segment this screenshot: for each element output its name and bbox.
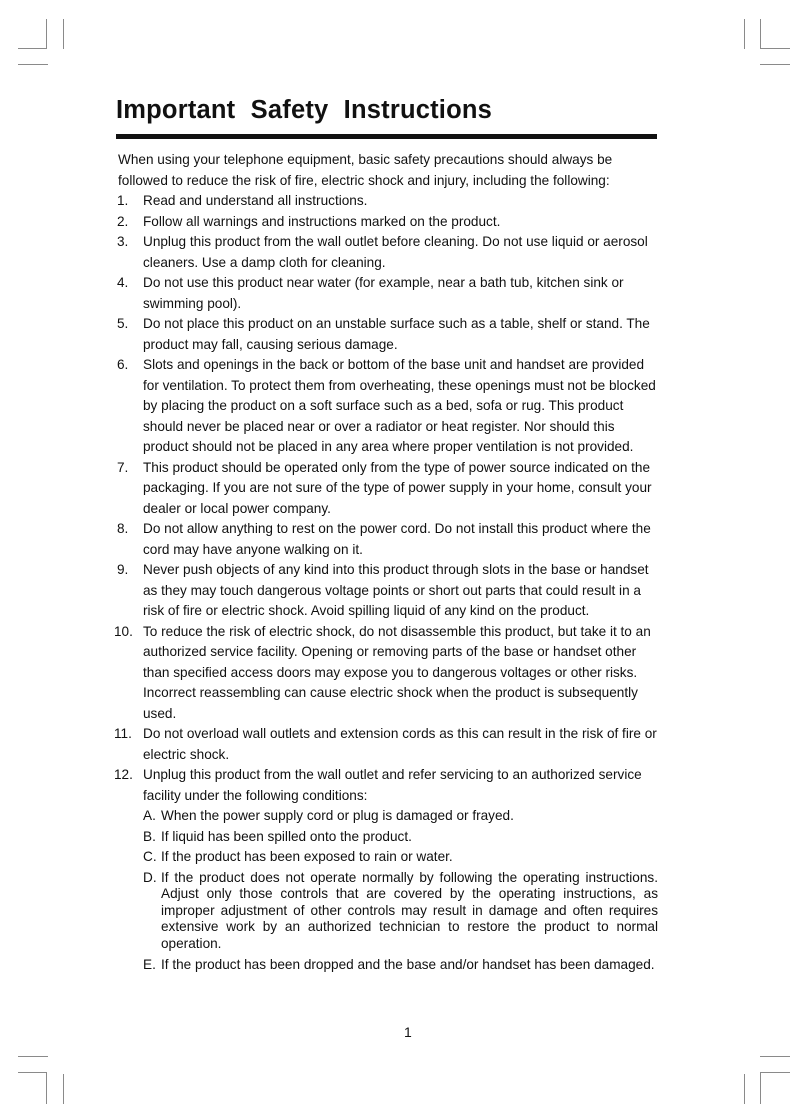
condition-item [143,806,658,827]
crop-mark-top-right-h2 [760,64,790,65]
list-item [114,622,658,725]
crop-mark-bottom-right-v2 [760,1072,761,1104]
condition-text: If the product has been dropped and the base and/or handset has been damaged. [161,957,655,972]
item-text: Do not overload wall outlets and extension cords as this can result in the risk of fire or electric shock. [143,726,657,762]
crop-mark-top-left-h2 [18,64,48,65]
crop-mark-top-right-h1 [760,48,790,49]
condition-text: If liquid has been spilled onto the product. [161,828,412,844]
crop-mark-bottom-right-v1 [744,1074,745,1104]
item-number: 3. [117,234,129,249]
instruction-list [114,191,658,976]
item-number: 6. [117,357,129,372]
instructions-body [114,150,658,976]
list-item [118,560,658,622]
item-text: Read and understand all instructions. [143,193,368,208]
condition-text: When the power supply cord or plug is damaged or frayed. [161,808,514,823]
item-number: 4. [117,275,129,290]
item-number: 8. [117,521,129,536]
page-title: Important Safety Instructions [116,96,493,124]
list-item [118,212,658,233]
item-number: 5. [117,316,129,331]
condition-text: If the product does not operate normally by following the operating instructions. Adjust only those controls that are covered by the operating instructions, as improper adjustment of other controls may result in damage and often requires extensive work by an authorized technician to restore the product to normal operation. [161,869,658,951]
list-item [118,519,658,560]
item-number: 7. [117,459,129,475]
condition-list [143,806,658,976]
condition-text: If the product has been exposed to rain or water. [161,849,453,864]
condition-letter: B. [143,828,156,844]
crop-mark-bottom-left-h2 [18,1072,47,1073]
item-number: 2. [117,213,129,229]
crop-mark-top-left-v1 [46,19,47,49]
list-item [118,355,658,458]
item-text: To reduce the risk of electric shock, do not disassemble this product, but take it to an authorized service facility. Opening or removing parts of the base or handset other than specified access doors may expose you to dangerous voltages or other risks. Incorrect reassembling can cause electric shock when the product is subsequently used. [143,623,651,721]
page-number: 1 [404,1024,412,1040]
crop-mark-top-right-v2 [760,19,761,49]
condition-item [143,870,658,953]
crop-mark-bottom-right-h2 [760,1072,790,1073]
item-number: 11. [114,726,132,741]
list-item [118,232,658,273]
item-text: Never push objects of any kind into this product through slots in the base or handset as they may touch dangerous voltage points or short out parts that could result in a risk of fire or electric shock. Avoid spilling liquid of any kind on the product. [143,562,649,618]
crop-mark-top-left-h1 [18,48,47,49]
list-item [118,458,658,520]
item-number: 12. [114,767,133,782]
item-number: 10. [114,623,133,639]
crop-mark-bottom-right-h1 [760,1056,790,1057]
title-rule [116,134,657,139]
item-text: Follow all warnings and instructions marked on the product. [143,213,501,229]
condition-item [143,847,658,868]
crop-mark-bottom-left-v2 [63,1074,64,1104]
intro-paragraph: When using your telephone equipment, basic safety precautions should always be followed to reduce the risk of fire, electric shock and injury, including the following: [118,152,613,188]
condition-letter: D. [143,869,157,885]
condition-item [143,955,658,976]
item-text: Slots and openings in the back or bottom of the base unit and handset are provided for ventilation. To protect them from overheating, these openings must not be blocked by placing the product on a soft surface such as a bed, sofa or rug. This product should never be placed near or over a radiator or heat register. Nor should this product should not be placed in any area where proper ventilation is not provided. [143,357,656,454]
condition-letter: A. [143,808,156,823]
crop-mark-bottom-left-h1 [18,1056,48,1057]
item-text: Unplug this product from the wall outlet before cleaning. Do not use liquid or aerosol cleaners. Use a damp cloth for cleaning. [143,234,648,270]
list-item [114,724,658,765]
condition-item [143,827,658,848]
crop-mark-bottom-left-v1 [46,1072,47,1104]
condition-letter: C. [143,849,157,864]
list-item [118,314,658,355]
item-text: Do not place this product on an unstable surface such as a table, shelf or stand. The product may fall, causing serious damage. [143,316,650,352]
list-item [114,765,658,976]
item-number: 9. [117,562,129,577]
list-item [118,273,658,314]
item-number: 1. [117,193,129,208]
crop-mark-top-left-v2 [63,19,64,49]
condition-letter: E. [143,957,156,972]
list-item [118,191,658,212]
crop-mark-top-right-v1 [744,19,745,49]
item-text: This product should be operated only from the type of power source indicated on the packaging. If you are not sure of the type of power supply in your home, consult your dealer or local power company. [143,459,652,516]
item-text: Do not use this product near water (for example, near a bath tub, kitchen sink or swimming pool). [143,275,624,311]
item-text: Do not allow anything to rest on the power cord. Do not install this product where the cord may have anyone walking on it. [143,521,651,557]
item-text: Unplug this product from the wall outlet and refer servicing to an authorized service facility under the following conditions: [143,767,642,803]
